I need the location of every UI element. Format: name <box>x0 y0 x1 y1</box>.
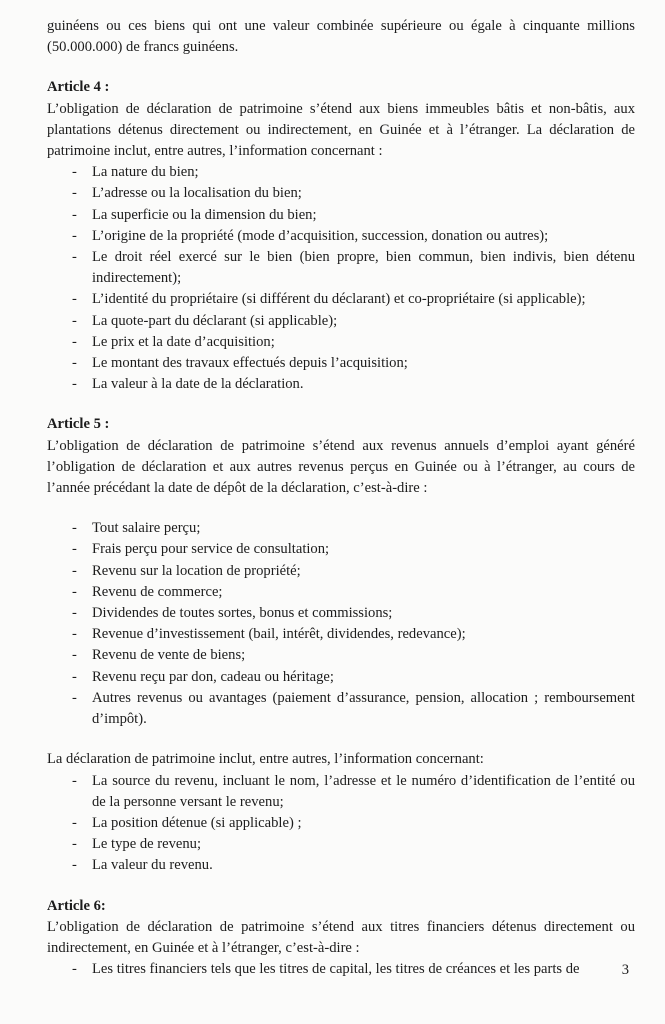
article-5-income-list <box>47 518 635 730</box>
article-6-list <box>47 959 635 980</box>
list-item: - Dividendes de toutes sortes, bonus et commissions; <box>47 603 635 624</box>
list-item: - La nature du bien; <box>47 162 635 183</box>
page-number: 3 <box>621 962 629 978</box>
article-5-body-2: La déclaration de patrimoine inclut, entre autres, l’information concernant: <box>47 751 484 768</box>
list-item: - La valeur à la date de la déclaration. <box>47 374 635 395</box>
list-item: - Autres revenus ou avantages (paiement d’assurance, pension, allocation ; remboursement d’impôt). <box>47 688 635 730</box>
article-5-heading: Article 5 : <box>47 416 110 433</box>
article-4-section <box>47 77 635 395</box>
article-6-body: L’obligation de déclaration de patrimoine s’étend aux titres financiers détenus directement ou indirectement, en Guinée et à l’étranger, c’est-à-dire : <box>47 918 635 956</box>
list-item: - La quote-part du déclarant (si applicable); <box>47 311 635 332</box>
list-item: - Le montant des travaux effectués depuis l’acquisition; <box>47 353 635 374</box>
list-item: - Le type de revenu; <box>47 834 635 855</box>
list-item: - Le droit réel exercé sur le bien (bien propre, bien commun, bien indivis, bien détenu indirectement); <box>47 247 635 289</box>
list-item: - La superficie ou la dimension du bien; <box>47 205 635 226</box>
list-item: - Tout salaire perçu; <box>47 518 635 539</box>
article-4-heading: Article 4 : <box>47 79 110 96</box>
list-item: - Revenu de commerce; <box>47 582 635 603</box>
list-item: - Revenue d’investissement (bail, intérêt, dividendes, redevance); <box>47 624 635 645</box>
list-item: - L’adresse ou la localisation du bien; <box>47 183 635 204</box>
article-6-section <box>47 896 635 981</box>
list-item: - Frais perçu pour service de consultation; <box>47 539 635 560</box>
list-item: - La position détenue (si applicable) ; <box>47 813 635 834</box>
list-item: - Les titres financiers tels que les titres de capital, les titres de créances et les parts de <box>47 959 635 980</box>
list-item: - La source du revenu, incluant le nom, l’adresse et le numéro d’identification de l’entité ou de la personne versant le revenu; <box>47 771 635 813</box>
intro-paragraph: guinéens ou ces biens qui ont une valeur combinée supérieure ou égale à cinquante millions (50.000.000) de francs guinéens. <box>47 18 635 56</box>
list-item: - L’origine de la propriété (mode d’acquisition, succession, donation ou autres); <box>47 226 635 247</box>
article-4-list <box>47 162 635 395</box>
article-5-section <box>47 414 635 876</box>
list-item: - La valeur du revenu. <box>47 855 635 876</box>
list-item: - Revenu sur la location de propriété; <box>47 561 635 582</box>
list-item: - Revenu de vente de biens; <box>47 645 635 666</box>
article-5-info-list <box>47 771 635 877</box>
list-item: - Le prix et la date d’acquisition; <box>47 332 635 353</box>
article-5-body: L’obligation de déclaration de patrimoine s’étend aux revenus annuels d’emploi ayant généré l’obligation de déclaration et aux autres revenus perçus en Guinée ou à l’étranger, au cours de l’année précédant la date de dépôt de la déclaration, c’est-à-dire : <box>47 437 635 497</box>
article-4-body: L’obligation de déclaration de patrimoine s’étend aux biens immeubles bâtis et non-bâtis, aux plantations détenus directement ou indirectement, en Guinée et à l’étranger. La déclaration de patrimoine inclut, entre autres, l’information concernant : <box>47 100 635 160</box>
article-6-heading: Article 6: <box>47 897 106 914</box>
list-item: - Revenu reçu par don, cadeau ou héritage; <box>47 667 635 688</box>
list-item: - L’identité du propriétaire (si différent du déclarant) et co-propriétaire (si applicable); <box>47 289 635 310</box>
